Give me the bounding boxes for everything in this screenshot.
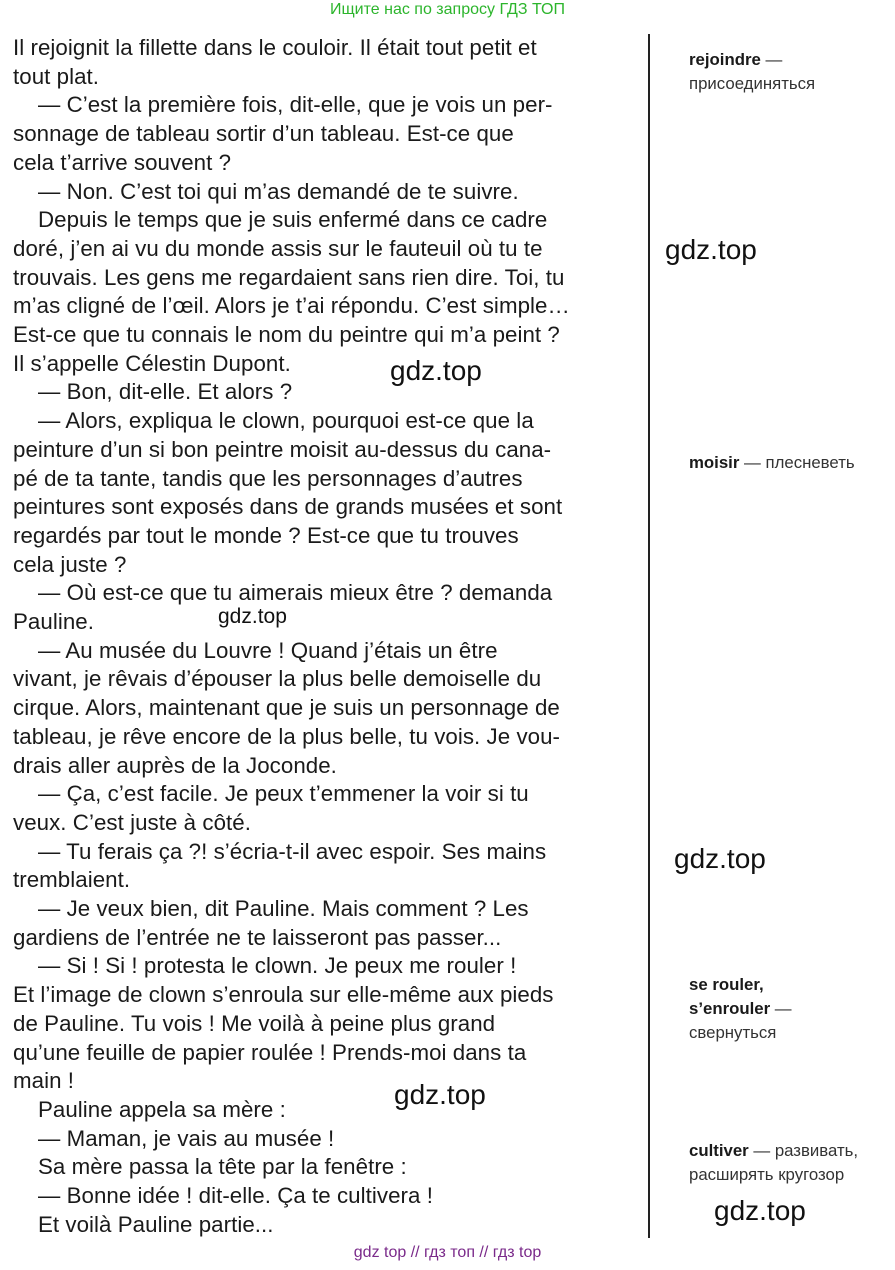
text-line: pé de ta tante, tandis que les personnages d’autres (13, 465, 523, 491)
text-line: main ! (13, 1068, 75, 1094)
text-line: — Si ! Si ! protesta le clown. Je peux me rouler ! (13, 953, 517, 979)
glossary-moisir (689, 451, 855, 475)
text-line: tout plat. (13, 63, 100, 89)
text-line: regardés par tout le monde ? Est-ce que tu trouves (13, 522, 519, 548)
text-line: — Je veux bien, dit Pauline. Mais comment ? Les (13, 896, 529, 921)
text-line: — Ça, c’est facile. Je peux t’emmener la voir si tu (13, 781, 529, 807)
glossary-term: rejoindre (689, 50, 761, 69)
text-line: vivant, je rêvais d’épouser la plus belle demoiselle du (13, 666, 542, 692)
text-line: — Où est-ce que tu aimerais mieux être ? demanda (13, 580, 553, 606)
text-line: qu’une feuille de papier roulée ! Prends-moi dans ta (13, 1039, 527, 1065)
text-line: peinture d’un si bon peintre moisit au-dessus du cana- (13, 436, 552, 462)
glossary-dash: — (770, 999, 792, 1018)
glossary-translation: присоединяться (689, 74, 816, 93)
text-line: — Non. C’est toi qui m’as demandé de te suivre. (13, 178, 519, 204)
glossary-term: cultiver (689, 1141, 749, 1160)
watermark: gdz.top (390, 355, 482, 386)
glossary-translation: развивать, (774, 1141, 859, 1160)
text-line: m’as cligné de l’œil. Alors je t’ai répondu. C’est simple… (13, 293, 570, 319)
text-line: — Au musée du Louvre ! Quand j’étais un être (13, 637, 498, 663)
text-line: Depuis le temps que je suis enfermé dans ce cadre (13, 207, 548, 233)
text-line: drais aller auprès de la Joconde. (13, 752, 337, 778)
text-line: gardiens de l’entrée ne te laisseront pas passer... (13, 924, 502, 950)
text-line: peintures sont exposés dans de grands musées et sont (13, 494, 563, 520)
text-line: trouvais. Les gens me regardaient sans rien dire. Toi, tu (13, 264, 565, 290)
glossary-dash: — (739, 453, 766, 472)
text-line: cela t’arrive souvent ? (13, 149, 232, 175)
text-line: veux. C’est juste à côté. (13, 809, 251, 835)
text-line: — Alors, expliqua le clown, pourquoi est-ce que la (13, 408, 534, 434)
text-line: — Maman, je vais au musée ! (13, 1125, 335, 1151)
watermark: gdz.top (218, 605, 287, 628)
text-line: — C’est la première fois, dit-elle, que je vois un per- (13, 92, 553, 118)
glossary-term: se rouler, (689, 975, 764, 994)
text-line: de Pauline. Tu vois ! Me voilà à peine plus grand (13, 1010, 496, 1036)
text-line: — Bon, dit-elle. Et alors ? (13, 379, 293, 405)
watermark: gdz.top (714, 1195, 806, 1226)
text-line: Pauline appela sa mère : (13, 1096, 286, 1122)
glossary-cultiver (689, 1139, 858, 1187)
text-line: — Bonne idée ! dit-elle. Ça te cultivera ! (13, 1183, 433, 1208)
column-divider (648, 34, 650, 1238)
text-line: Et l’image de clown s’enroula sur elle-même aux pieds (13, 982, 554, 1008)
text-line: Pauline. (13, 609, 94, 634)
text-line: Il s’appelle Célestin Dupont. (13, 350, 291, 376)
text-line: Sa mère passa la tête par la fenêtre : (13, 1154, 407, 1180)
text-line: — Tu ferais ça ?! s’écria-t-il avec espoir. Ses mains (13, 838, 547, 864)
glossary-rejoindre (689, 48, 815, 96)
text-line: tableau, je rêve encore de la plus belle, tu vois. Je vou- (13, 723, 561, 749)
glossary-translation: расширять кругозор (689, 1165, 845, 1184)
watermark: gdz.top (665, 234, 757, 265)
glossary-translation: свернуться (689, 1023, 777, 1042)
glossary-translation: плесневеть (765, 453, 855, 472)
watermark: gdz.top (394, 1079, 486, 1110)
text-line: cirque. Alors, maintenant que je suis un personnage de (13, 695, 560, 721)
text-line: sonnage de tableau sortir d’un tableau. Est-ce que (13, 121, 514, 147)
text-line: Et voilà Pauline partie... (13, 1211, 274, 1237)
footer-links: gdz top // гдз топ // гдз top (353, 1244, 542, 1261)
text-line: doré, j’en ai vu du monde assis sur le fauteuil où tu te (13, 235, 543, 261)
text-line: cela juste ? (13, 551, 127, 577)
text-line: Il rejoignit la fillette dans le couloir. Il était tout petit et (13, 35, 537, 60)
glossary-dash: — (760, 50, 783, 69)
glossary-term: moisir (689, 453, 740, 472)
top-banner: Ищите нас по запросу ГДЗ ТОП (330, 1, 565, 18)
watermark: gdz.top (674, 843, 766, 874)
text-line: Est-ce que tu connais le nom du peintre qui m’a peint ? (13, 322, 560, 347)
glossary-se-rouler (689, 973, 792, 1045)
glossary-dash: — (748, 1141, 775, 1160)
glossary-term: s’enrouler (689, 999, 771, 1018)
text-line: tremblaient. (13, 867, 131, 893)
